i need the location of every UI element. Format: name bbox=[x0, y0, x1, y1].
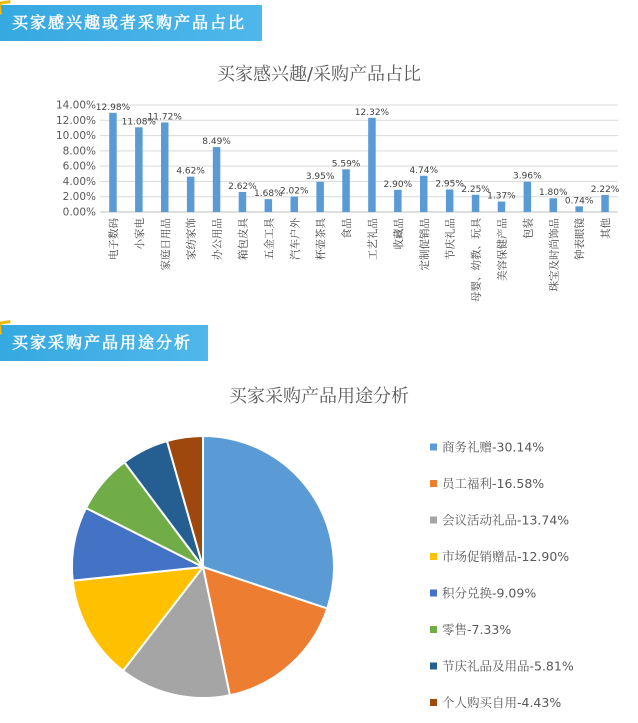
x-tick-label: 其他 bbox=[600, 218, 613, 239]
legend-label: 员工福利-16.58% bbox=[442, 476, 545, 491]
bar bbox=[472, 195, 480, 212]
y-tick-label: 12.00% bbox=[55, 114, 96, 127]
bar bbox=[316, 182, 324, 212]
bar bbox=[601, 195, 609, 212]
y-tick-label: 2.00% bbox=[62, 191, 96, 204]
bar bbox=[498, 202, 506, 212]
legend-swatch bbox=[430, 517, 437, 524]
bar-value-label: 1.37% bbox=[487, 191, 516, 202]
section-header-interest: 买家感兴趣或者采购产品占比 bbox=[0, 5, 262, 41]
bar-value-label: 11.08% bbox=[121, 117, 157, 128]
bar-value-label: 11.72% bbox=[147, 112, 182, 123]
bar-value-label: 1.68% bbox=[254, 189, 283, 200]
x-tick-label: 家庭日用品 bbox=[159, 218, 172, 271]
bar bbox=[161, 122, 169, 212]
bar bbox=[524, 182, 532, 212]
legend-swatch bbox=[430, 444, 437, 451]
bar-value-label: 2.25% bbox=[461, 184, 490, 195]
x-tick-label: 汽车户外 bbox=[289, 218, 302, 260]
x-tick-label: 节庆礼品 bbox=[444, 218, 457, 260]
legend-swatch bbox=[430, 626, 437, 633]
bar-value-label: 2.90% bbox=[383, 179, 413, 190]
x-tick-label: 珠宝及时尚饰品 bbox=[548, 218, 561, 292]
x-tick-label: 定制促销品 bbox=[418, 218, 431, 271]
x-tick-label: 五金工具 bbox=[263, 218, 276, 260]
y-tick-label: 10.00% bbox=[55, 130, 96, 143]
pie-chart-title: 买家采购产品用途分析 bbox=[229, 386, 409, 407]
bar-chart-title: 买家感兴趣/采购产品占比 bbox=[216, 64, 422, 85]
x-tick-label: 母婴、幼教、玩具 bbox=[470, 218, 483, 302]
x-tick-label: 家纺家饰 bbox=[185, 218, 198, 260]
section-header-usage: 买家采购产品用途分析 bbox=[0, 325, 208, 361]
y-tick-label: 0.00% bbox=[62, 206, 96, 219]
bar bbox=[291, 197, 299, 212]
bar-value-label: 2.62% bbox=[228, 181, 257, 192]
bar-value-label: 0.74% bbox=[564, 196, 594, 207]
bar-value-label: 12.98% bbox=[95, 102, 131, 113]
legend-swatch bbox=[430, 553, 437, 560]
bar bbox=[550, 198, 558, 212]
bar-value-label: 12.32% bbox=[354, 107, 390, 118]
bar-chart bbox=[0, 90, 638, 350]
x-tick-label: 美容保健产品 bbox=[496, 218, 509, 281]
bar-value-label: 4.62% bbox=[176, 166, 205, 177]
legend-swatch bbox=[430, 663, 437, 670]
x-tick-label: 食品 bbox=[341, 218, 354, 239]
legend-label: 市场促销赠品-12.90% bbox=[442, 549, 570, 564]
x-tick-label: 工艺礼品 bbox=[366, 218, 379, 260]
x-tick-label: 钟表眼镜 bbox=[574, 218, 587, 260]
legend-label: 会议活动礼品-13.74% bbox=[442, 512, 570, 528]
x-tick-label: 电子数码 bbox=[107, 218, 120, 260]
legend-label: 商务礼赠-30.14% bbox=[442, 439, 545, 455]
legend-label: 节庆礼品及用品-5.81% bbox=[442, 658, 574, 674]
legend-label: 零售-7.33% bbox=[442, 622, 512, 637]
y-tick-label: 4.00% bbox=[62, 175, 96, 188]
x-tick-label: 收藏品 bbox=[392, 218, 405, 250]
bar-value-label: 4.74% bbox=[409, 165, 439, 176]
bar-value-label: 2.95% bbox=[435, 179, 464, 190]
legend-swatch bbox=[430, 480, 437, 487]
x-tick-label: 办公用品 bbox=[211, 217, 224, 260]
bar bbox=[135, 127, 143, 212]
pie-chart bbox=[0, 412, 638, 722]
bar bbox=[342, 169, 350, 212]
y-tick-label: 6.00% bbox=[62, 160, 96, 173]
legend-swatch bbox=[430, 590, 437, 597]
bar bbox=[239, 192, 247, 212]
legend-swatch bbox=[430, 699, 437, 706]
bar-value-label: 2.22% bbox=[590, 185, 620, 196]
bar-value-label: 3.96% bbox=[513, 171, 542, 182]
legend-label: 个人购买自用-4.43% bbox=[442, 695, 562, 710]
bar-value-label: 8.49% bbox=[202, 137, 231, 148]
x-tick-label: 小家电 bbox=[133, 218, 146, 250]
bar bbox=[213, 147, 221, 212]
bar bbox=[187, 177, 195, 212]
bar bbox=[265, 199, 273, 212]
bar-value-label: 3.95% bbox=[305, 171, 335, 182]
bar bbox=[575, 206, 583, 212]
bar-value-label: 5.59% bbox=[331, 159, 361, 170]
bar bbox=[420, 176, 428, 212]
bar-value-label: 1.80% bbox=[538, 188, 568, 199]
x-tick-label: 箱包皮具 bbox=[237, 218, 250, 260]
y-tick-label: 8.00% bbox=[62, 145, 96, 158]
bar bbox=[109, 113, 117, 212]
x-tick-label: 杯壶茶具 bbox=[315, 218, 328, 260]
y-tick-label: 14.00% bbox=[55, 99, 96, 112]
legend-label: 积分兑换-9.09% bbox=[442, 585, 537, 601]
x-tick-label: 包装 bbox=[522, 218, 535, 239]
bar-value-label: 2.02% bbox=[279, 186, 309, 197]
bar bbox=[368, 118, 376, 212]
bar bbox=[394, 190, 402, 212]
bar bbox=[446, 189, 454, 212]
